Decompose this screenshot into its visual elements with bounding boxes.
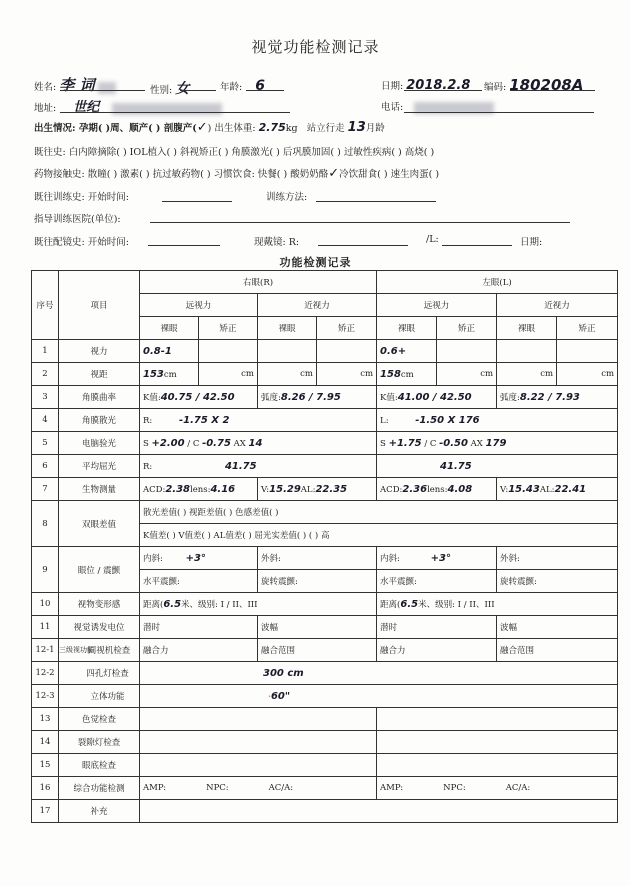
cell-value: 8.22 / 7.93 [519,392,580,403]
cell-value: AMP: [143,783,167,793]
table-cell: 裸眼 [497,317,557,340]
cell-value: 22.41 [554,483,587,495]
table-cell [497,386,618,409]
table-cell [377,777,618,800]
table-cell: 角膜曲率 [59,386,140,409]
table-cell: 视力 [59,340,140,363]
table-cell [497,478,618,501]
cell-value: 弧度: [261,393,281,403]
table-row [32,363,618,386]
name-value: 李 词 [59,76,95,94]
table-cell: 矫正 [317,317,377,340]
cell-value: 40.75 / 42.50 [160,392,235,403]
table-row [32,501,618,524]
cell-value: ACD: [143,484,166,495]
table-row [32,547,618,570]
table-cell [140,662,618,685]
table-cell: cm [557,363,618,386]
phone-field: 电话: [381,99,494,114]
table-cell: 13 [32,708,59,731]
table-cell: cm [437,363,497,386]
cell-value: AX [233,438,246,449]
cell-value: 15.29 [269,483,301,495]
table-cell: 综合功能检测 [59,777,140,800]
table-cell: 8 [32,501,59,547]
table-cell [497,340,557,363]
table-row [32,777,618,800]
cell-value: · [268,691,271,702]
training-method: 训练方法: [266,192,308,203]
table-cell [258,340,317,363]
cell-value: NPC: [443,783,466,793]
table-cell: 矫正 [437,317,497,340]
cell-value: V: [500,484,509,495]
table-cell: cm [317,363,377,386]
cell-value: L: [380,415,389,426]
table-cell: 近视力 [258,294,377,317]
table-cell [140,455,377,478]
table-cell [258,478,377,501]
cell-value: 距离( [380,600,401,610]
history-line: 既往史: 白内障摘除( ) IOL植入( ) 斜视矫正( ) 角膜激光( ) 后巩膜加固( ) 过敏性疾病( ) 高烧( ) [34,147,435,158]
address-field: 地址: 世纪 [34,96,222,115]
table-cell [377,363,437,386]
table-cell: 矫正 [557,317,618,340]
table-cell [377,455,618,478]
table-cell: 外斜: [258,547,377,570]
table-cell: 视距 [59,363,140,386]
table-cell [377,386,497,409]
table-cell [377,340,437,363]
table-cell: 融合力 [140,639,258,662]
table-row [32,754,618,777]
table-row [32,800,618,823]
cell-value: K值: [143,393,161,403]
table-cell: 矫正 [199,317,258,340]
table-cell [317,340,377,363]
table-cell: cm [199,363,258,386]
table-cell: 平均屈光 [59,455,140,478]
cell-value: 6.5 [163,599,182,610]
table-row [32,616,618,639]
cell-value: +1.75 [388,437,422,449]
table-cell [377,478,497,501]
cell-value: S [380,438,386,449]
cell-value: 8.26 / 7.95 [280,392,341,403]
table-cell: 裸眼 [377,317,437,340]
cell-value: 4.08 [447,483,473,495]
cell-value: 2.36 [402,483,428,495]
glasses-date: 日期: [520,237,543,248]
cell-value: / C [424,438,437,449]
glasses-line: 既往配镜史: 开始时间: [34,237,129,248]
table-cell [258,386,377,409]
cell-value: R: [143,461,153,472]
table-cell: 波幅 [258,616,377,639]
record-table [31,270,618,823]
right-eye-header: 右眼(R) [140,271,377,294]
table-cell: 裂隙灯检查 [59,731,140,754]
table-cell: 14 [32,731,59,754]
cell-value: 300 cm [263,667,304,679]
table-row [32,731,618,754]
table-row [32,409,618,432]
cell-value: 弧度: [500,393,520,403]
table-cell: 裸眼 [140,317,199,340]
cell-value: AC/A: [268,783,294,793]
table-cell: 电脑验光 [59,432,140,455]
table-cell: 生物测量 [59,478,140,501]
table-cell: 散光差值( ) 视距差值( ) 色感差值( ) [140,501,618,524]
cell-value: 14 [248,437,263,449]
redacted-name [98,82,116,94]
table-row [32,386,618,409]
table-cell: 色觉检查 [59,708,140,731]
cell-value: 0.6+ [380,345,407,357]
cell-value: 60" [270,690,291,702]
gender-field: 性别: 女 [150,81,190,97]
table-cell: 补充 [59,800,140,823]
table-cell: 融合范围 [497,639,618,662]
table-cell: 10 [32,593,59,616]
table-cell [437,340,497,363]
name-field: 姓名: 李 词 [34,74,116,95]
cell-value: lens: [427,484,448,495]
table-cell: cm [258,363,317,386]
cell-value: 内斜: [143,554,163,564]
table-cell [199,340,258,363]
cell-value: +3° [430,553,451,564]
cell-value: 15.43 [508,483,540,495]
table-cell: 旋转震颤: [258,570,377,593]
col-no: 序号 [32,271,59,340]
glasses-l: /L: [426,234,439,245]
cell-value: NPC: [206,783,229,793]
table-cell: 裸眼 [258,317,317,340]
date-field: 日期: 2018.2.8 [381,78,471,93]
table-cell: 视物变形感 [59,593,140,616]
cell-value: ACD: [380,484,403,495]
table-cell: 17 [32,800,59,823]
cell-value: 158 [380,368,401,380]
page-title: 视觉功能检测记录 [251,38,380,56]
table-cell: 12-1 [32,639,59,662]
table-cell: K值差( ) V值差( ) AL值差( ) 屈光实差值( ) ( ) 高 [140,524,618,547]
table-cell [377,547,497,570]
table-cell: 三级视功能 同视机检查 [59,639,140,662]
table-cell: 旋转震颤: [497,570,618,593]
table-cell: 11 [32,616,59,639]
table-cell [377,593,618,616]
drug-line: 药物接触史: 散瞳( ) 激素( ) 抗过敏药物( ) 习惯饮食: 快餐( ) 酸奶奶酪✓冷饮甜食( ) 速生肉蛋( ) [34,166,440,181]
table-cell: 角膜散光 [59,409,140,432]
table-row [32,340,618,363]
table-cell: 近视力 [497,294,618,317]
table-row [32,432,618,455]
table-cell: 远视力 [377,294,497,317]
table-cell: 外斜: [497,547,618,570]
training-line: 既往训练史: 开始时间: [34,192,129,203]
hospital-line: 指导训练医院(单位): [34,214,121,225]
table-cell [140,593,377,616]
cell-value: S [143,438,149,449]
table-cell [140,708,377,731]
birth-line: 出生情况: 孕期( )周、顺产( ) 剖腹产(✓) 出生体重: 2.75kg 站立行走 13月龄 [34,120,385,135]
cell-value: / C [187,438,200,449]
table-cell: 12-3 [32,685,59,708]
table-cell [377,754,618,777]
table-cell [140,340,199,363]
cell-value: AC/A: [505,783,531,793]
table-cell [140,685,618,708]
table-cell: 眼底检查 [59,754,140,777]
table-cell: 立体功能 [59,685,140,708]
table-row [32,708,618,731]
table-title: 功能检测记录 [279,256,352,269]
code-field: 编码: 180208A [484,76,584,94]
cell-value: 内斜: [380,554,400,564]
table-cell [140,363,199,386]
table-cell: 9 [32,547,59,593]
table-cell [140,754,377,777]
table-cell [140,731,377,754]
table-cell: 6 [32,455,59,478]
cell-value: 4.16 [210,483,236,495]
cell-value: 6.5 [400,599,419,610]
cell-value: 41.75 [224,460,257,472]
cell-value: +3° [185,553,206,564]
cell-value: 米、级别: I / II、III [181,600,258,610]
table-cell: 双眼差值 [59,501,140,547]
left-eye-header: 左眼(L) [377,271,618,294]
cell-value: AMP: [380,783,404,793]
cell-value: AX [470,438,483,449]
cell-value: AL: [300,484,316,495]
cell-value: 距离( [143,600,164,610]
table-cell [140,386,258,409]
cell-value: 米、级别: I / II、III [418,600,495,610]
table-cell: 水平震颤: [377,570,497,593]
table-cell: 水平震颤: [140,570,258,593]
cell-value: -0.75 [202,437,231,449]
table-row [32,639,618,662]
table-cell: 2 [32,363,59,386]
cell-value: K值: [380,393,398,403]
table-cell: 远视力 [140,294,258,317]
table-cell [140,478,258,501]
cell-value: 22.35 [315,483,348,495]
table-row [32,455,618,478]
table-row [32,478,618,501]
col-item: 项目 [59,271,140,340]
table-cell [140,800,618,823]
table-cell [377,731,618,754]
cell-value: -1.50 X 176 [415,414,480,426]
age-field: 年龄: 6 [220,78,265,94]
table-cell: 视觉诱发电位 [59,616,140,639]
cell-value: -1.75 X 2 [178,414,230,426]
table-cell [377,432,618,455]
table-cell: 5 [32,432,59,455]
table-cell: 12-2 [32,662,59,685]
glasses-now: 现戴镜: R: [254,237,300,248]
table-cell [140,409,377,432]
table-cell: 融合力 [377,639,497,662]
cell-value: 179 [485,437,507,449]
cell-value: 153 [143,368,164,380]
cell-value: lens: [190,484,211,495]
cell-value: AL: [539,484,555,495]
table-cell: 四孔灯检查 [59,662,140,685]
table-cell [140,777,377,800]
table-cell: 眼位 / 震颤 [59,547,140,593]
table-row [32,685,618,708]
table-cell [140,547,258,570]
table-cell: 7 [32,478,59,501]
table-cell [377,708,618,731]
table-cell: 融合范围 [258,639,377,662]
cell-value: cm [400,369,414,380]
table-cell: 1 [32,340,59,363]
cell-value: 41.75 [440,460,472,472]
cell-value: +2.00 [151,437,185,449]
table-cell: cm [497,363,557,386]
cell-value: 0.8-1 [143,345,172,357]
cell-value: R: [143,415,153,426]
table-cell [557,340,618,363]
table-cell: 3 [32,386,59,409]
cell-value: V: [261,484,270,495]
cell-value: 41.00 / 42.50 [397,392,472,403]
table-cell: 15 [32,754,59,777]
table-cell: 16 [32,777,59,800]
table-row [32,662,618,685]
cell-value: -0.50 [439,437,468,449]
cell-value: 2.38 [165,483,191,495]
table-cell [140,432,377,455]
table-row [32,593,618,616]
table-cell: 波幅 [497,616,618,639]
table-cell [377,409,618,432]
table-cell: 潜时 [377,616,497,639]
table-cell: 潜时 [140,616,258,639]
table-cell: 4 [32,409,59,432]
cell-value: cm [163,369,177,380]
